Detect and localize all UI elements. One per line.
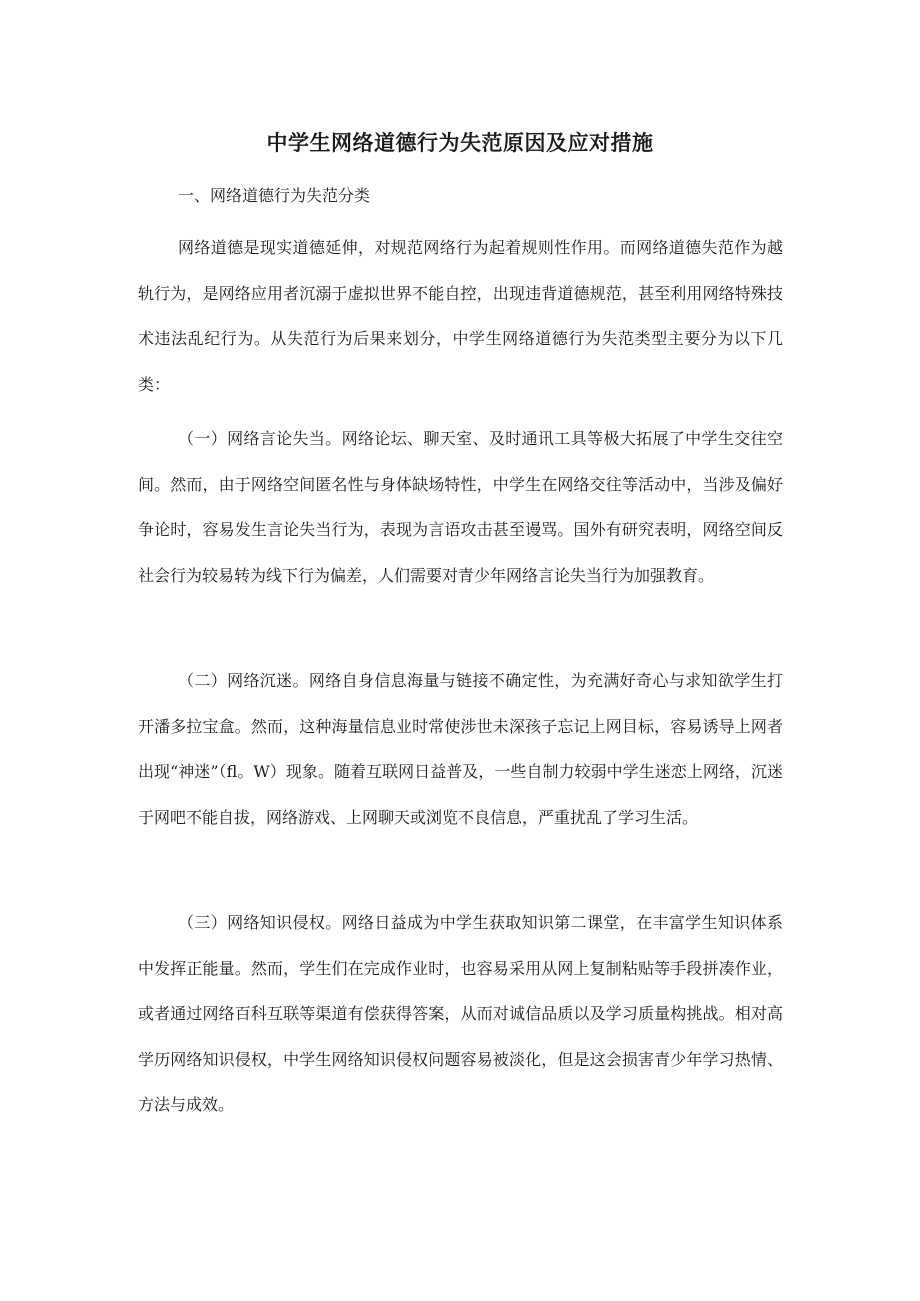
paragraph-internet-addiction: （二）网络沉迷。网络自身信息海量与链接不确定性，为充满好奇心与求知欲学生打开潘多拉宝盒。然而，这种海量信息业时常使涉世未深孩子忘记上网目标，容易诱导上网者出现“神迷”（fl。W）现象。随着互联网日益普及，一些自制力较弱中学生迷恋上网络，沉迷于网吧不能自拔，网络游戏、上网聊天或浏览不良信息，严重扰乱了学习生活。 — [138, 671, 783, 827]
document-title: 中学生网络道德行为失范原因及应对措施 — [266, 131, 654, 155]
section-heading: 一、网络道德行为失范分类 — [178, 186, 371, 205]
paragraph-speech-misconduct: （一）网络言论失当。网络论坛、聊天室、及时通讯工具等极大拓展了中学生交往空间。然而，由于网络空间匿名性与身体缺场特性，中学生在网络交往等活动中，当涉及偏好争论时，容易发生言论失当行为，表现为言语攻击甚至谩骂。国外有研究表明，网络空间反社会行为较易转为线下行为偏差，人们需要对青少年网络言论失当行为加强教育。 — [138, 429, 783, 585]
paragraph-intro: 网络道德是现实道德延伸，对规范网络行为起着规则性作用。而网络道德失范作为越轨行为，是网络应用者沉溺于虚拟世界不能自控，出现违背道德规范，甚至利用网络特殊技术违法乱纪行为。从失范行为后果来划分，中学生网络道德行为失范类型主要分为以下几类： — [138, 238, 783, 394]
paragraph-knowledge-infringement: （三）网络知识侵权。网络日益成为中学生获取知识第二课堂，在丰富学生知识体系中发挥正能量。然而，学生们在完成作业时，也容易采用从网上复制粘贴等手段拼凑作业，或者通过网络百科互联等渠道有偿获得答案，从而对诚信品质以及学习质量构挑战。相对高学历网络知识侵权，中学生网络知识侵权问题容易被淡化，但是这会损害青少年学习热情、方法与成效。 — [138, 913, 783, 1115]
